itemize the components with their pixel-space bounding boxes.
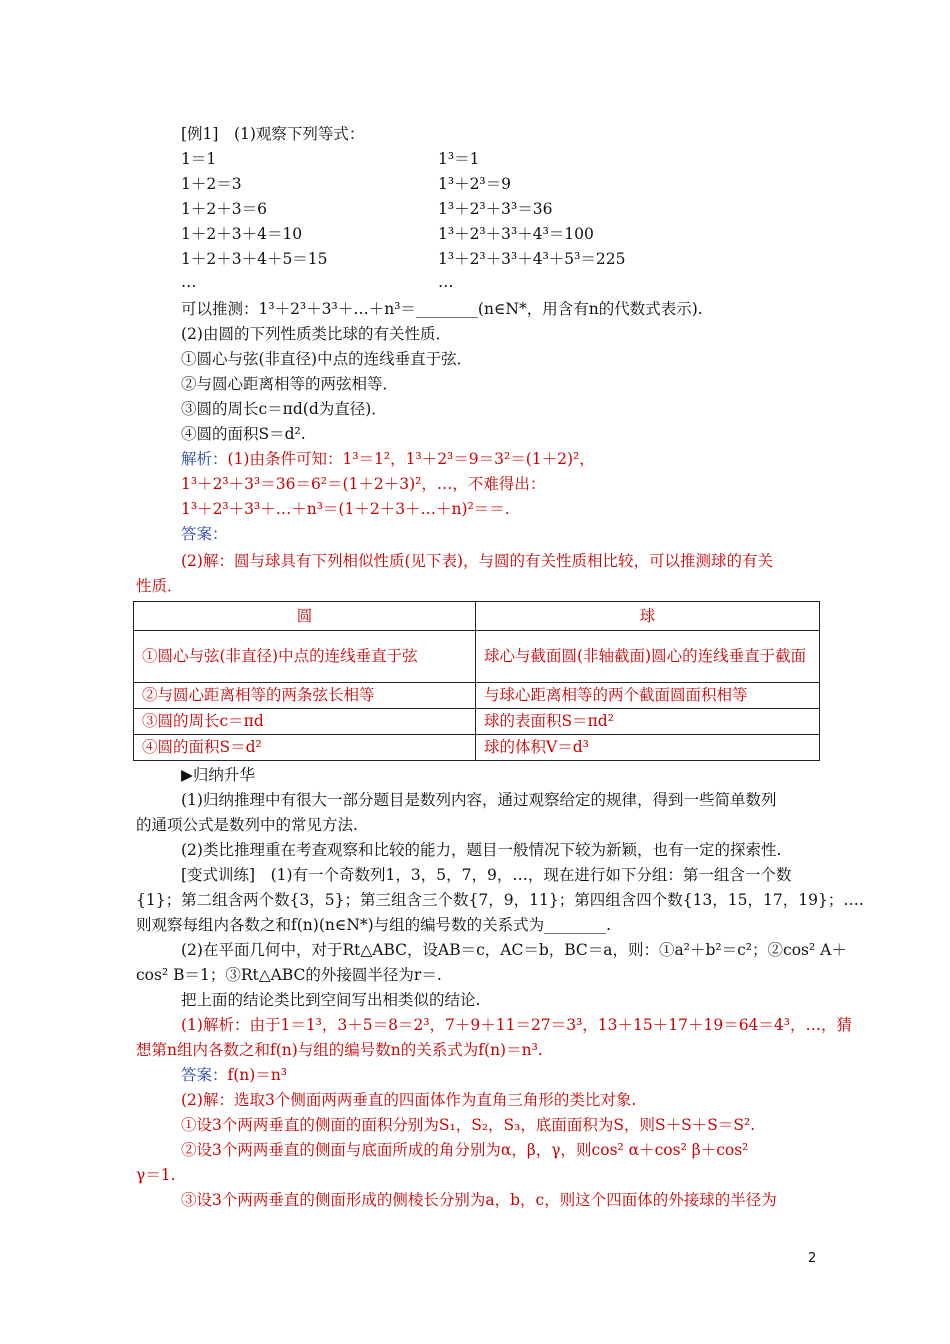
solution-part2-line-1: (2)解：圆与球具有下列相似性质(见下表)，与圆的有关性质相比较，可以推测球的有关 [181,552,774,570]
solution-line-1 [181,449,595,469]
right-equation-4: 1³＋2³＋3³＋4³＝100 [438,225,594,243]
conclusion-2-line-2: γ＝1. [136,1166,176,1184]
variant-solution-p2-intro: (2)解：选取3个侧面两两垂直的四面体作为直角三角形的类比对象. [181,1091,637,1109]
right-ellipsis: … [438,273,454,291]
circle-property-1: ①圆心与弦(非直径)中点的连线垂直于弦． [181,350,473,368]
table-cell: ②与圆心距离相等的两条弦长相等 [134,683,476,709]
variant-answer-line [181,1065,287,1085]
circle-property-3: ③圆的周长c＝πd(d为直径)． [181,400,387,418]
table-cell: 球的表面积S＝πd² [476,709,820,735]
table-row [134,735,820,761]
answer-label: 答案： [181,525,228,543]
table-cell: ③圆的周长c＝πd [134,709,476,735]
solution-line-3: 1³＋2³＋3³＋…＋n³＝(1＋2＋3＋…＋n)²＝＝. [181,500,510,518]
left-equation-2: 1＋2＝3 [181,175,242,193]
summary-heading: ▶归纳升华 [181,766,255,784]
conclusion-1: ①设3个两两垂直的侧面的面积分别为S₁，S₂，S₃，底面面积为S，则S＋S＋S＝S². [181,1116,756,1134]
table-row [134,709,820,735]
solution-line-2: 1³＋2³＋3³＝36＝6²＝(1＋2＋3)²，…，不难得出： [181,475,546,493]
table-header-sphere: 球 [476,602,820,631]
summary-p2: (2)类比推理重在考查观察和比较的能力，题目一般情况下较为新颖，也有一定的探索性. [181,841,782,859]
circle-property-4: ④圆的面积S＝d². [181,425,306,443]
variant-line-1: [变式训练] (1)有一个奇数列1，3，5，7，9，…，现在进行如下分组：第一组含一个数 [181,866,792,884]
variant-line-6: 把上面的结论类比到空间写出相类似的结论. [181,991,481,1009]
variant-answer-label: 答案： [181,1066,228,1084]
page-number: 2 [808,1251,817,1266]
solution-text-1: (1)由条件可知：1³＝1²，1³＋2³＝9＝3²＝(1＋2)²， [227,450,595,468]
table-cell: 与球心距离相等的两个截面圆面积相等 [476,683,820,709]
conclusion-2-line-1: ②设3个两两垂直的侧面与底面所成的角分别为α，β，γ，则cos² α＋cos² β＋cos² [181,1141,749,1159]
left-equation-1: 1＝1 [181,150,217,168]
solution-part2-line-2: 性质． [136,577,183,595]
variant-solution-line-2: 想第n组内各数之和f(n)与组的编号数n的关系式为f(n)＝n³. [136,1041,543,1059]
circle-property-2: ②与圆心距离相等的两弦相等． [181,375,399,393]
left-equation-5: 1＋2＋3＋4＋5＝15 [181,250,328,268]
summary-p1-line-2: 的通项公式是数列中的常见方法. [136,816,358,834]
right-equation-1: 1³＝1 [438,150,480,168]
guess-line: 可以推测：1³＋2³＋3³＋…＋n³＝________(n∈N*，用含有n的代数式表示). [181,300,703,318]
left-equation-4: 1＋2＋3＋4＝10 [181,225,303,243]
comparison-table [133,601,820,761]
variant-answer-value: f(n)＝n³ [227,1066,288,1084]
table-row [134,683,820,709]
variant-line-5: cos² B＝1；③Rt△ABC的外接圆半径为r＝. [136,966,442,984]
conclusion-3: ③设3个两两垂直的侧面形成的侧棱长分别为a，b，c，则这个四面体的外接球的半径为 [181,1191,777,1209]
table-row [134,631,820,683]
part2-title: (2)由圆的下列性质类比球的有关性质． [181,325,451,343]
variant-solution-line-1: (1)解析：由于1＝1³，3＋5＝8＝2³，7＋9＋11＝27＝3³，13＋15＋17＋19＝64＝4³，…，猜 [181,1016,852,1034]
variant-line-2: {1}；第二组含两个数{3，5}；第三组含三个数{7，9，11}；第四组含四个数{13，15，17，19}；…. [136,891,864,909]
table-header-circle: 圆 [134,602,476,631]
table-cell: 球的体积V＝d³ [476,735,820,761]
summary-p1-line-1: (1)归纳推理中有很大一部分题目是数列内容，通过观察给定的规律，得到一些简单数列 [181,791,777,809]
left-ellipsis: … [181,273,197,291]
table-cell: 球心与截面圆(非轴截面)圆心的连线垂直于截面 [476,631,820,683]
variant-line-3: 则观察每组内各数之和f(n)(n∈N*)与组的编号数的关系式为________. [136,916,612,934]
table-header-row [134,602,820,631]
right-equation-2: 1³＋2³＝9 [438,175,512,193]
right-equation-5: 1³＋2³＋3³＋4³＋5³＝225 [438,250,626,268]
table-cell: ①圆心与弦(非直径)中点的连线垂直于弦 [134,631,476,683]
solution-label: 解析： [181,450,228,468]
table-cell: ④圆的面积S＝d² [134,735,476,761]
right-equation-3: 1³＋2³＋3³＝36 [438,200,553,218]
variant-line-4: (2)在平面几何中，对于Rt△ABC，设AB＝c，AC＝b，BC＝a，则：①a²＋b²＝c²；②cos² A＋ [181,941,847,959]
example-title: [例1] (1)观察下列等式： [181,125,365,143]
left-equation-3: 1＋2＋3＝6 [181,200,267,218]
